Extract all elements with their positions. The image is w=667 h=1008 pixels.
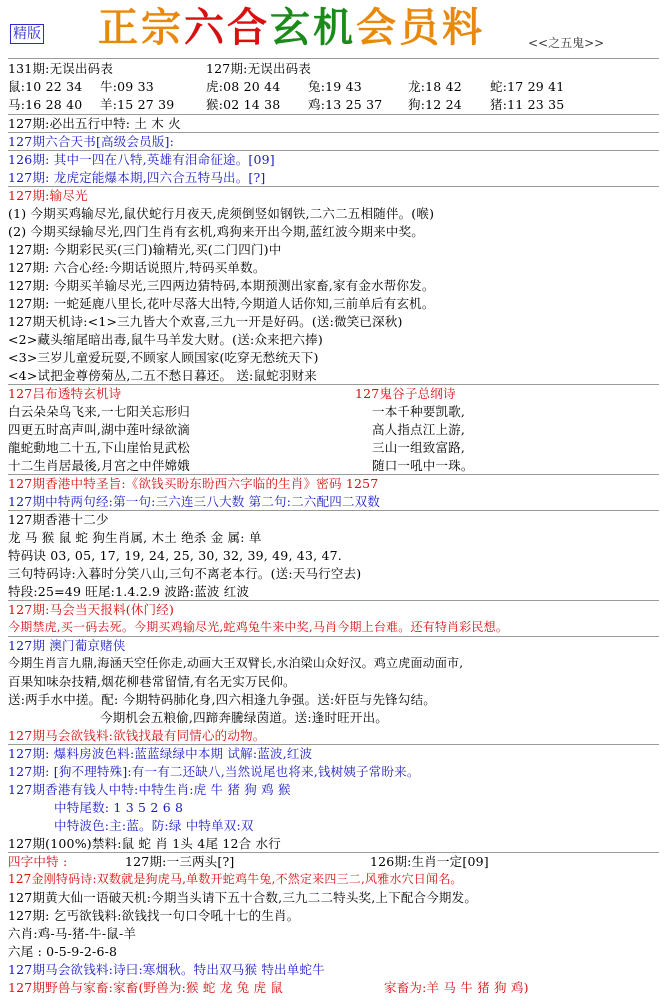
three-sentence-poem: 三句特码诗:入暮时分笑八山,三句不离老本行。(送:天马行空去): [8, 566, 362, 581]
livestock: 家畜为:羊 马 牛 猪 狗 鸡): [384, 980, 529, 995]
zodiac-cell: 猪:11 23 35: [490, 97, 565, 112]
heaven-poem-3: <3>三岁儿童爱玩耍,不顾家人顾国家(吃穿无愁统天下): [8, 350, 319, 365]
lose-all-title: 127期:输尽光: [8, 188, 88, 203]
lubu-poem-line: 龍蛇動地二十五,下山崖怡見武松: [8, 440, 190, 455]
premium-badge: 精版: [10, 24, 44, 44]
poem-line: [8, 439, 661, 456]
hk-twelve-zodiacs: 龙 马 猴 鼠 蛇 狗生肖属, 木土 绝杀 金 属: 单: [8, 530, 262, 545]
three-doors-line: 127期: 今期彩民买(三门)输精光,买(二门四门)中: [8, 242, 282, 257]
lubu-poem-line: 四更五时高声叫,湖中莲叶绿欲滴: [8, 422, 190, 437]
beggar-line: 127期: 乞丐欲钱料:欲钱找一句口令吼十七的生肖。: [8, 908, 300, 923]
wong-tai-sin-line: 127期黄大仙一语破天机:今期当头请下五十合数,三九二二特头奖,上下配合今期发。: [8, 890, 478, 905]
zodiac-cell: 兔:19 43: [308, 79, 362, 94]
zodiac-cell: 蛇:17 29 41: [490, 79, 565, 94]
poem-line: [8, 457, 661, 474]
macau-gambler-title: 127期 澳门葡京赌侠: [8, 638, 126, 653]
rich-man-tails: 中特尾数: 1 3 5 2 6 8: [54, 800, 184, 815]
five-elements-line: 127期:必出五行中特: 土 木 火: [8, 116, 181, 131]
goubuli-line: 127期: [狗不理特殊]:有一有二还缺八,当然说尾也将来,钱树姨子常盼来。: [8, 764, 420, 779]
four-char-126: 126期:生肖一定[09]: [370, 854, 489, 869]
guiguzi-poem-line: 三山一组致富路,: [372, 440, 466, 455]
lubu-poem-line: 白云朵朵鸟飞来,一七阳关忘形归: [8, 404, 190, 419]
lose-all-2: (2) 今期买绿输尽光,四门生肖有玄机,鸡狗来开出今期,蓝红波今期来中奖。: [8, 224, 425, 239]
snake-deer-line: 127期: 一蛇延鹿八里长,花叶尽落大出特,今期道人话你知,三前单后有玄机。: [8, 296, 435, 311]
lubu-poem-title: 127吕布透特玄机诗: [8, 386, 122, 401]
lubu-poem-line: 十二生肖居最後,月宮之中伴嫦娥: [8, 458, 190, 473]
zodiac-cell: 羊:15 27 39: [100, 97, 175, 112]
poem-headers: [8, 385, 661, 402]
zodiac-cell: 马:16 28 40: [8, 97, 83, 112]
vajra-poem: 127金刚特码诗:双数就是狗虎马,单数开蛇鸡牛兔,不然定来四三二,风雅水穴日闻名。: [8, 872, 463, 886]
macau-gambler-4: 今期机会五粮偷,四蹄奔騰绿茵道。送:逢时旺开出。: [100, 710, 388, 725]
lose-all-1: (1) 今期买鸡输尽光,鼠伏蛇行月夜天,虎须倒竖如钢铁,二六二五相随伴。(喉): [8, 206, 435, 221]
zodiac-cell: 狗:12 24: [408, 97, 462, 112]
jockey-money-line: 127期马会欲钱料:欲钱找最有同情心的动物。: [8, 728, 266, 743]
forbidden-line: 127期(100%)禁料:鼠 蛇 肖 1头 4尾 12合 水行: [8, 836, 281, 851]
title-part-4: 会员料: [356, 5, 485, 51]
divider: [8, 58, 659, 59]
heaven-poem-4: <4>试把金尊傍菊丛,二五不愁日暮还。 送:鼠蛇羽财来: [8, 368, 317, 383]
segment-tail-wave: 特段:25=49 旺尾:1.4.2.9 波路:蓝波 红波: [8, 584, 250, 599]
summary-header: [8, 60, 661, 77]
wave-color-line: 127期: 爆料房波色料:蓝蓝绿绿中本期 试解:蓝波,红波: [8, 746, 313, 761]
guiguzi-poem-line: 高人指点江上游,: [372, 422, 466, 437]
heaven-book-title: 127期六合天书[高级会员版]:: [8, 134, 175, 149]
jockey-club-title: 127期:马会当天报料(休门经): [8, 602, 175, 617]
hk-twelve-title: 127期香港十二少: [8, 512, 109, 527]
six-tail-line: 六尾 : 0-5-9-2-6-8: [8, 944, 118, 959]
heaven-book-127: 127期: 龙虎定能爆本期,四六合五特马出。[?]: [8, 170, 266, 185]
six-zodiac-line: 六肖:鸡-马-猪-牛-鼠-羊: [8, 926, 137, 941]
jockey-club-text: 今期禁虎,买一码去死。今期买鸡输尽光,蛇鸡兔牛来中奖,马肖今期上台难。还有特肖彩民想。: [8, 620, 509, 634]
poem-line: [8, 421, 661, 438]
zodiac-cell: 虎:08 20 44: [206, 79, 281, 94]
title-part-3: 玄机: [270, 5, 356, 51]
sheep-line: 127期: 今期买羊输尽光,三四两边猜特码,本期预测出家畜,家有金水帮你发。: [8, 278, 435, 293]
beast-livestock-line: [8, 979, 661, 996]
heart-sutra-line: 127期: 六合心经:今期话说照片,特码买单数。: [8, 260, 266, 275]
zodiac-cell: 鸡:13 25 37: [308, 97, 383, 112]
zodiac-cell: 猴:02 14 38: [206, 97, 281, 112]
poem-line: [8, 403, 661, 420]
special-code-list: 特码诀 03, 05, 17, 19, 24, 25, 30, 32, 39, 49, 43, 47.: [8, 548, 342, 563]
heaven-book-126: 126期: 其中一四在八特,英雄有泪命征途。[09]: [8, 152, 275, 167]
hk-decree-line: 127期香港中特圣旨:《欲钱买盼东盼西六字临的生肖》密码 1257: [8, 476, 379, 491]
guiguzi-poem-title: 127鬼谷子总纲诗: [355, 386, 456, 401]
title-part-1: 正宗: [98, 5, 184, 51]
macau-gambler-3: 送:两手水中搓。配: 今期特码肺化身,四六相逢九争强。送:奸臣与先锋勾结。: [8, 692, 436, 707]
wild-beasts: 127期野兽与家畜:家畜(野兽为:猴 蛇 龙 兔 虎 鼠: [8, 980, 284, 995]
rich-man-colors: 中特波色:主:蓝。防:绿 中特单双:双: [54, 818, 254, 833]
summary-title-127: 127期:无误出码表: [206, 61, 312, 76]
jockey-poem-line: 127期马会欲钱料:诗曰:寒烟秋。特出双马猴 特出单蛇牛: [8, 962, 325, 977]
four-char-127: 127期:一三两头[?]: [125, 854, 235, 869]
author-signature: <<之五鬼>>: [528, 36, 605, 50]
macau-gambler-1: 今期生肖言九鼎,海涵天空任你走,动画大王双臂长,水泊梁山众好汉。鸡立虎面动面市,: [8, 656, 464, 670]
heaven-poem-1: 127期天机诗:<1>三九皆大个欢喜,三九一开是好码。(送:微笑已深秋): [8, 314, 403, 329]
zodiac-cell: 鼠:10 22 34: [8, 79, 83, 94]
two-sentence-line: 127期中特两句经:第一句:三六连三八大数 第二句:二六配四二双数: [8, 494, 381, 509]
four-char-title: 四字中特 :: [8, 854, 68, 869]
summary-title-131: 131期:无误出码表: [8, 61, 114, 76]
four-char-line: [8, 853, 661, 870]
page-title: [98, 2, 485, 54]
title-part-2: 六合: [184, 5, 270, 51]
guiguzi-poem-line: 一本千种要凯歌,: [372, 404, 466, 419]
zodiac-cell: 牛:09 33: [100, 79, 154, 94]
rich-man-line: 127期香港有钱人中特:中特生肖:虎 牛 猪 狗 鸡 猴: [8, 782, 291, 797]
guiguzi-poem-line: 随口一吼中一珠。: [372, 458, 474, 473]
macau-gambler-2: 百果知味杂技精,烟花柳巷常留情,有名无实万民仰。: [8, 674, 296, 689]
zodiac-cell: 龙:18 42: [408, 79, 462, 94]
heaven-poem-2: <2>藏头缩尾暗出毒,鼠牛马羊发大财。(送:众来把六捧): [8, 332, 323, 347]
